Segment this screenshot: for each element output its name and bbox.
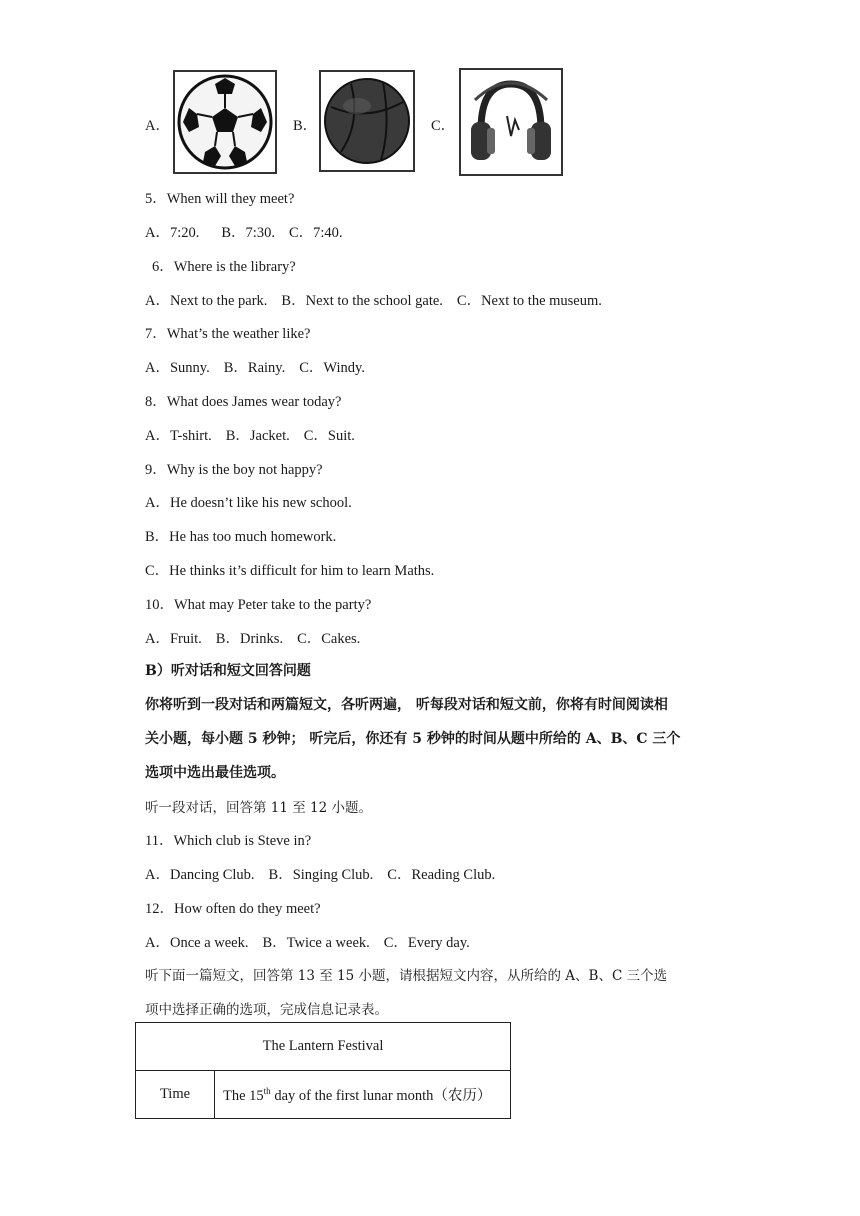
question-9-option-c[interactable]: C．He thinks it’s difficult for him to learn Maths. (145, 563, 435, 579)
question-11-options (145, 863, 509, 884)
basketball-icon[interactable] (319, 70, 415, 172)
question-9: 9．Why is the boy not happy? (145, 462, 323, 478)
question-11: 11．Which club is Steve in? (145, 833, 312, 849)
passage-intro-1: 听下面一篇短文，回答第 13 至 15 小题，请根据短文内容，从所给的 A、B、C 三个选 (145, 968, 668, 984)
question-6-options (145, 289, 616, 310)
table-row (136, 1071, 511, 1119)
passage-intro-2: 项中选择正确的选项，完成信息记录表。 (145, 1002, 388, 1018)
option[interactable]: C．Suit. (303, 428, 355, 444)
value-post: day of the first lunar month（农历） (270, 1088, 492, 1104)
section-b-instructions-3: 选项中选出最佳选项。 (145, 765, 285, 781)
option[interactable]: A．Once a week. (145, 935, 249, 951)
table-row-label: Time (136, 1071, 215, 1119)
question-8: 8．What does James wear today? (145, 394, 342, 410)
question-7: 7．What’s the weather like? (145, 326, 311, 342)
option[interactable]: C．Cakes. (297, 631, 361, 647)
picture-options (145, 68, 585, 176)
question-10-options (145, 627, 374, 648)
option[interactable]: B．Drinks. (215, 631, 284, 647)
option[interactable]: C．Windy. (299, 360, 365, 376)
question-6: 6．Where is the library? (152, 259, 296, 275)
option[interactable]: C．Every day. (383, 935, 470, 951)
option[interactable]: A．Fruit. (145, 631, 202, 647)
option[interactable]: B．Singing Club. (268, 867, 374, 883)
headphones-icon[interactable] (459, 68, 563, 176)
section-b-instructions-1: 你将听到一段对话和两篇短文，各听两遍， 听每段对话和短文前，你将有时间阅读相 (145, 697, 668, 713)
question-8-options (145, 424, 369, 445)
option[interactable]: B．Jacket. (225, 428, 290, 444)
soccer-ball-icon[interactable] (173, 70, 277, 174)
question-7-options (145, 356, 379, 377)
question-9-option-a[interactable]: A．He doesn’t like his new school. (145, 495, 352, 511)
section-b-instructions-2: 关小题，每小题 5 秒钟； 听完后，你还有 5 秒钟的时间从题中所给的 A、B、C 三个 (145, 731, 681, 747)
question-5: 5．When will they meet? (145, 191, 295, 207)
option[interactable]: C．Reading Club. (387, 867, 496, 883)
value-sup: th (263, 1086, 271, 1097)
section-b-title: B）听对话和短文回答问题 (145, 663, 311, 679)
option[interactable]: B．Next to the school gate. (281, 293, 443, 309)
question-9-option-b[interactable]: B．He has too much homework. (145, 529, 337, 545)
option[interactable]: A．T-shirt. (145, 428, 212, 444)
question-12: 12．How often do they meet? (145, 901, 321, 917)
option[interactable]: A．Sunny. (145, 360, 210, 376)
option[interactable]: A．Next to the park. (145, 293, 268, 309)
question-10: 10．What may Peter take to the party? (145, 597, 372, 613)
table-row-value (215, 1071, 511, 1119)
option[interactable]: B．7:30. (221, 225, 275, 241)
picture-option-c-label: C． (431, 118, 456, 134)
option[interactable]: B．Rainy. (223, 360, 286, 376)
table-title: The Lantern Festival (136, 1023, 511, 1071)
picture-option-a-label: A． (145, 118, 170, 134)
option[interactable]: C．7:40. (288, 225, 343, 241)
option[interactable]: A．7:20. (145, 225, 200, 241)
option[interactable]: B．Twice a week. (262, 935, 370, 951)
info-record-table (135, 1022, 511, 1119)
question-5-options (145, 221, 357, 242)
picture-option-b-label: B． (293, 118, 318, 134)
value-pre: The 15 (223, 1088, 264, 1104)
dialogue-intro: 听一段对话，回答第 11 至 12 小题。 (145, 800, 373, 816)
option[interactable]: A．Dancing Club. (145, 867, 255, 883)
question-12-options (145, 931, 484, 952)
option[interactable]: C．Next to the museum. (456, 293, 602, 309)
